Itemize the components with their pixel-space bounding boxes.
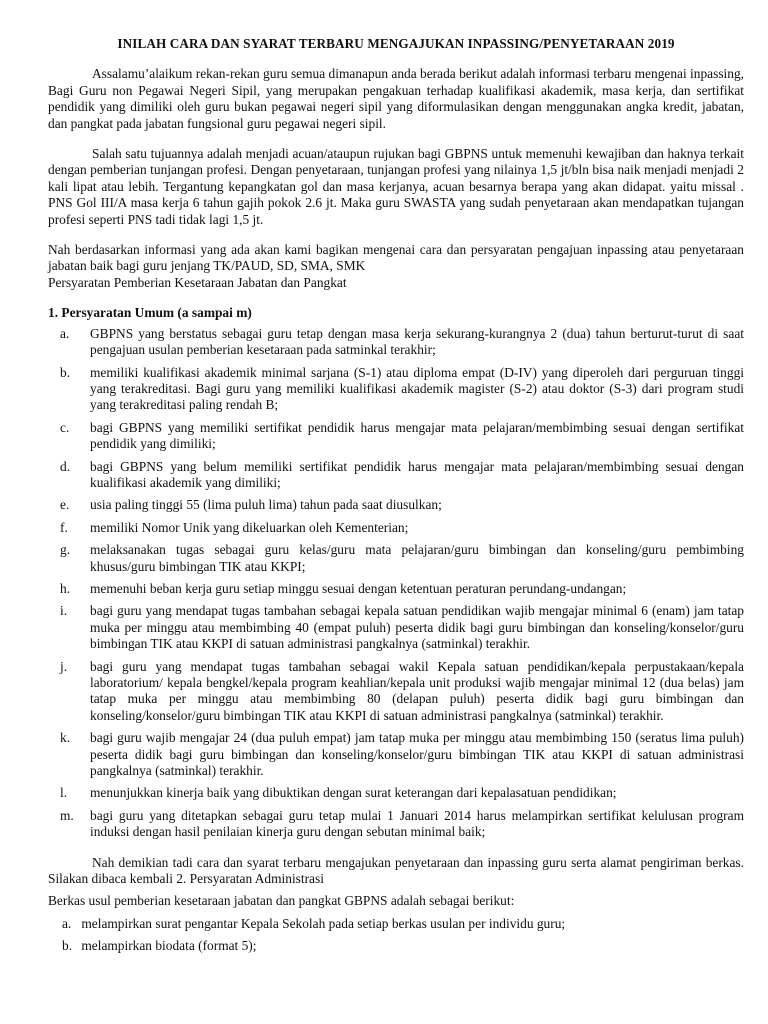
list-marker: i.: [60, 603, 68, 619]
intro-paragraph-2: Salah satu tujuannya adalah menjadi acuan/ataupun rujukan bagi GBPNS untuk memenuhi kewajiban dan haknya terkait dengan pemberian tunjangan profesi. Dengan penyetaraan, tunjangan profesi yang nilainya 1,5 jt/bln bisa naik menjadi menjadi 2 kali lipat atau lebih. Tergantung kepangkatan gol dan masa kerjanya, acuan besarnya berapa yang akan didapat. yaitu missal . PNS Gol III/A masa kerja 6 tahun gajih pokok 2.6 jt. Maka guru SWASTA yang sudah penyetaraan akan mendapatkan tujangan profesi seperti PNS tadi tidak lagi 1,5 jt.: [48, 146, 744, 227]
list-item-text: bagi guru wajib mengajar 24 (dua puluh empat) jam tatap muka per minggu atau membimbing 150 (seratus lima puluh) peserta didik bagi guru bimbingan dan konseling/konselor/guru bimbingan TIK atau KKPI di satuan administrasi pangkalnya (satminkal) terakhir.: [90, 730, 744, 779]
list-item: [62, 916, 744, 932]
list-marker: j.: [60, 658, 68, 674]
list-marker: a.: [62, 915, 72, 931]
list-marker: b.: [60, 364, 71, 380]
list-marker: c.: [60, 419, 70, 435]
list-item: [48, 497, 744, 513]
list-item: [48, 659, 744, 725]
requirements-list: [48, 326, 744, 841]
list-marker: b.: [62, 938, 73, 954]
list-marker: e.: [60, 497, 70, 513]
list-item-text: memenuhi beban kerja guru setiap minggu sesuai dengan ketentuan peraturan perundang-undangan;: [90, 580, 627, 596]
subtitle-line: Persyaratan Pemberian Kesetaraan Jabatan dan Pangkat: [48, 274, 347, 290]
list-item-text: bagi guru yang ditetapkan sebagai guru tetap mulai 1 Januari 2014 harus melampirkan sertifikat kelulusan program induksi dengan hasil penilaian kinerja guru dengan sebutan minimal baik;: [90, 807, 744, 840]
list-item-text: melampirkan surat pengantar Kepala Sekolah pada setiap berkas usulan per individu guru;: [81, 915, 566, 931]
list-marker: l.: [60, 785, 68, 801]
list-marker: d.: [60, 458, 71, 474]
list-marker: a.: [60, 325, 70, 341]
list-item: [48, 365, 744, 414]
list-marker: g.: [60, 542, 71, 558]
list-marker: h.: [60, 580, 71, 596]
list-item-text: bagi guru yang mendapat tugas tambahan sebagai wakil Kepala satuan pendidikan/kepala perpustakaan/kepala laboratorium/ kepala bengkel/kepala program keahlian/kepala unit produksi wajib mengajar minimal 12 (dua belas) jam tatap muka per minggu atau membimbing 80 (delapan puluh) peserta didik bagi guru bimbingan dan konseling/konselor/guru bimbingan TIK atau KKPI di satuan administrasi pangkalnya (satminkal) terakhir.: [90, 658, 744, 723]
list-item: [48, 459, 744, 492]
list-item: [48, 542, 744, 575]
list-item: [48, 603, 744, 652]
list-item: [48, 730, 744, 779]
list-item: [62, 938, 744, 954]
list-item-text: memiliki kualifikasi akademik minimal sarjana (S-1) atau diploma empat (D-IV) yang diperoleh dari perguruan tinggi yang terakreditasi. Bagi guru yang memiliki kualifikasi akademik magister (S-2) atau doktor (S-3) dari program studi yang terakreditasi paling rendah B;: [90, 364, 744, 413]
intro-paragraph-1: Assalamu’alaikum rekan-rekan guru semua dimanapun anda berada berikut adalah informasi terbaru mengenai inpassing, Bagi Guru non Pegawai Negeri Sipil, yang merupakan pengakuan terhadap kualifikasi akademik, masa kerja, dan sertifikat pendidik yang dimiliki oleh guru bukan pegawai negeri sipil yang diformulasikan dengan menggunakan angka kredit, jabatan, dan pangkat pada jabatan fungsional guru pegawai negeri sipil.: [48, 66, 744, 131]
list-item-text: bagi guru yang mendapat tugas tambahan sebagai kepala satuan pendidikan wajib mengajar minimal 6 (enam) jam tatap muka per minggu atau membimbing 40 (empat puluh) peserta didik bagi guru bimbingan dan konseling/konselor/guru bimbingan TIK atau KKPI di satuan administrasi pangkalnya (satminkal) terakhir.: [90, 603, 744, 652]
berkas-list: [48, 916, 744, 955]
list-marker: f.: [60, 519, 68, 535]
list-item-text: melampirkan biodata (format 5);: [81, 938, 257, 954]
list-item-text: menunjukkan kinerja baik yang dibuktikan dengan surat keterangan dari kepalasatuan pendidikan;: [90, 785, 617, 801]
list-item: [48, 785, 744, 801]
list-item: [48, 326, 744, 359]
list-marker: m.: [60, 807, 74, 823]
list-item-text: bagi GBPNS yang memiliki sertifikat pendidik harus mengajar mata pelajaran/membimbing sesuai dengan sertifikat pendidik yang dimiliki;: [90, 419, 744, 452]
list-item-text: memiliki Nomor Unik yang dikeluarkan oleh Kementerian;: [90, 519, 409, 535]
list-item: [48, 420, 744, 453]
list-item-text: usia paling tinggi 55 (lima puluh lima) tahun pada saat diusulkan;: [90, 497, 442, 513]
list-item: [48, 581, 744, 597]
list-item: [48, 808, 744, 841]
list-marker: k.: [60, 730, 71, 746]
list-item-text: melaksanakan tugas sebagai guru kelas/guru mata pelajaran/guru bimbingan dan konseling/guru pembimbing khusus/guru bimbingan TIK atau KKPI;: [90, 542, 744, 574]
list-item-text: bagi GBPNS yang belum memiliki sertifikat pendidik harus mengajar mata pelajaran/membimbing sesuai dengan kualifikasi akademik yang dimiliki;: [90, 458, 744, 490]
list-item-text: GBPNS yang berstatus sebagai guru tetap dengan masa kerja sekurang-kurangnya 2 (dua) tahun berturut-turut di saat pengajuan usulan pemberian kesetaraan pada satminkal terakhir;: [90, 325, 744, 358]
berkas-intro: Berkas usul pemberian kesetaraan jabatan dan pangkat GBPNS adalah sebagai berikut:: [48, 893, 515, 909]
closing-paragraph: Nah demikian tadi cara dan syarat terbaru mengajukan penyetaraan dan inpassing guru serta alamat pengiriman berkas. Silakan dibaca kembali 2. Persyaratan Administrasi: [48, 854, 744, 887]
list-item: [48, 520, 744, 536]
info-paragraph: Nah berdasarkan informasi yang ada akan kami bagikan mengenai cara dan persyaratan pengajuan inpassing atau penyetaraan jabatan baik bagi guru jenjang TK/PAUD, SD, SMA, SMK: [48, 242, 744, 274]
section-1-heading: 1. Persyaratan Umum (a sampai m): [48, 305, 252, 321]
document-title: INILAH CARA DAN SYARAT TERBARU MENGAJUKAN INPASSING/PENYETARAAN 2019: [117, 36, 675, 51]
